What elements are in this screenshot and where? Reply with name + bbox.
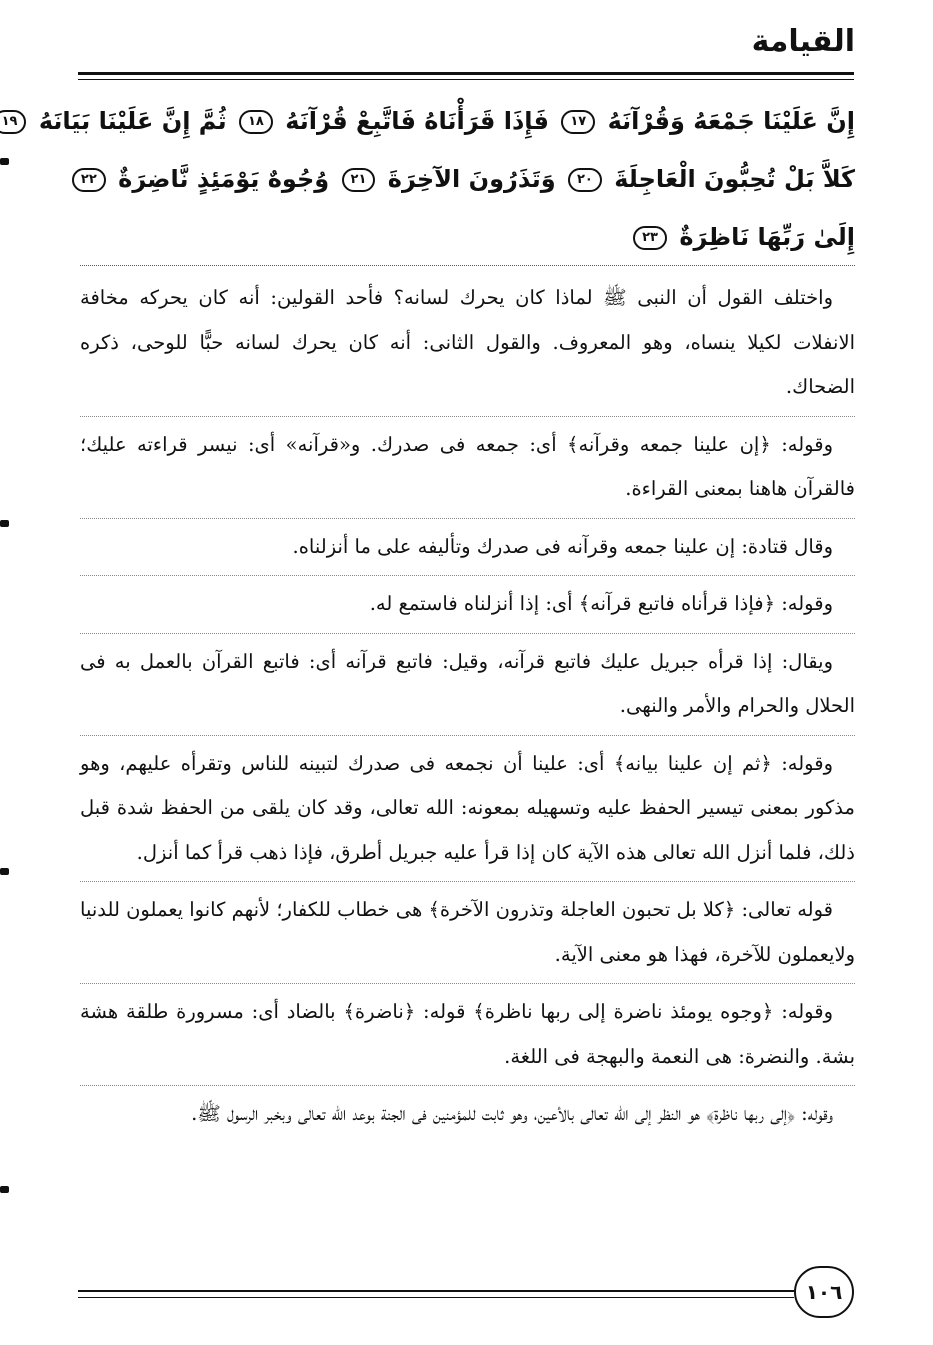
- ayah-number: ٢١: [342, 168, 376, 192]
- paragraph: وقال قتادة: إن علينا جمعه وقرآنه فى صدرك وتأليفه على ما أنزلناه.: [292, 534, 833, 558]
- paragraph-divider: [80, 518, 855, 519]
- footer-rule-thick: [78, 1290, 794, 1292]
- ayah-number: ٢٠: [568, 168, 602, 192]
- paragraph: واختلف القول أن النبى ﷺ لماذا كان يحرك لسانه؟ فأحد القولين: أنه كان يحركه مخافة الانفلات لكيلا ينساه، وهو المعروف. والقول الثانى: أنه كان يحرك لسانه حبًّا للوحى، ذكره الضحاك.: [80, 286, 855, 398]
- paragraph: وقوله: ﴿فإذا قرأناه فاتبع قرآنه﴾ أى: إذا أنزلناه فاستمع له.: [369, 592, 833, 615]
- paragraph-divider: [80, 633, 855, 634]
- ayah-number: ٢٢: [72, 168, 106, 192]
- paragraph-divider: [80, 735, 855, 736]
- verse-line: [80, 150, 855, 208]
- verse-line: [1, 92, 855, 150]
- paragraph: وقوله: ﴿وجوه يومئذ ناضرة إلى ربها ناظرة﴾ قوله: ﴿ناضرة﴾ بالضاد أى: مسرورة طلقة هشة بشة. والنضرة: هى النعمة والبهجة فى اللغة.: [80, 1000, 855, 1068]
- paragraph-divider: [80, 881, 855, 882]
- verse-text: وُجُوهٌ يَوْمَئِذٍ نَّاضِرَةٌ: [118, 165, 330, 193]
- paragraph: قوله تعالى: ﴿كلا بل تحبون العاجلة وتذرون الآخرة﴾ هى خطاب للكفار؛ لأنهم كانوا يعملون للدنيا ولايعملون للآخرة، فهذا هو معنى الآية.: [80, 898, 855, 966]
- quran-verses: [1, 92, 855, 266]
- ayah-number: ٢٣: [633, 226, 667, 250]
- verse-text: إِلَىٰ رَبِّهَا نَاظِرَةٌ: [679, 223, 855, 251]
- paragraph: ويقال: إذا قرأه جبريل عليك فاتبع قرآنه، وقيل: فاتبع قرآنه أى: فاتبع القرآن بالعمل به فى الحلال والحرام والأمر والنهى.: [80, 649, 855, 717]
- page-number: ١٠٦: [794, 1266, 854, 1318]
- paragraph-divider: [80, 983, 855, 984]
- verses-divider: [80, 265, 855, 266]
- verse-text: فَإِذَا قَرَأْنَاهُ فَاتَّبِعْ قُرْآنَهُ: [285, 107, 549, 135]
- margin-mark: [0, 1186, 9, 1193]
- paragraph-divider: [80, 575, 855, 576]
- ayah-number: ١٧: [561, 110, 595, 134]
- paragraph: وقوله: ﴿ثم إن علينا بيانه﴾ أى: علينا أن نجمعه فى صدرك لتبينه للناس وتقرأه عليهم، وهو مذكور بمعنى تيسير الحفظ عليه وتسهيله بمعونه: الله تعالى، وقد كان يلقى من الحفظ شدة قبل ذلك، فلما أنزل الله تعالى هذه الآية كان إذا قرأ عليه جبريل أطرق، فإذا ذهب قرأ كما أنزل.: [80, 751, 855, 864]
- header-rule-thick: [78, 72, 854, 75]
- surah-title: القيامة: [751, 24, 855, 59]
- margin-mark: [0, 158, 9, 165]
- verse-text: كَلاَّ بَلْ تُحِبُّونَ الْعَاجِلَةَ: [614, 165, 855, 193]
- verse-text: إِنَّ عَلَيْنَا جَمْعَهُ وَقُرْآنَهُ: [607, 107, 855, 135]
- paragraph-divider: [80, 416, 855, 417]
- verse-text: وَتَذَرُونَ الآخِرَةَ: [387, 165, 556, 193]
- ayah-number: ١٨: [239, 110, 273, 134]
- verse-line: [80, 208, 855, 266]
- paragraph-divider: [80, 1085, 855, 1086]
- commentary-text: [80, 276, 855, 1149]
- margin-mark: [0, 520, 9, 527]
- footer-rule-thin: [78, 1297, 794, 1298]
- paragraph: وقوله: ﴿إن علينا جمعه وقرآنه﴾ أى: جمعه فى صدرك. و«قرآنه» أى: نيسر قراءته عليك؛ فالقرآن هاهنا بمعنى القراءة.: [80, 432, 855, 500]
- margin-mark: [0, 868, 9, 875]
- ayah-number: ١٩: [0, 110, 26, 134]
- paragraph: وقوله: ﴿إلى ربها ناظرة﴾ هو النظر إلى الله تعالى بالأعين، وهو ثابت للمؤمنين فى الجنة بوعد الله تعالى وبخبر الرسول ﷺ.: [191, 1102, 833, 1125]
- verse-text: ثُمَّ إِنَّ عَلَيْنَا بَيَانَهُ: [38, 107, 227, 135]
- header-rule-thin: [78, 79, 854, 80]
